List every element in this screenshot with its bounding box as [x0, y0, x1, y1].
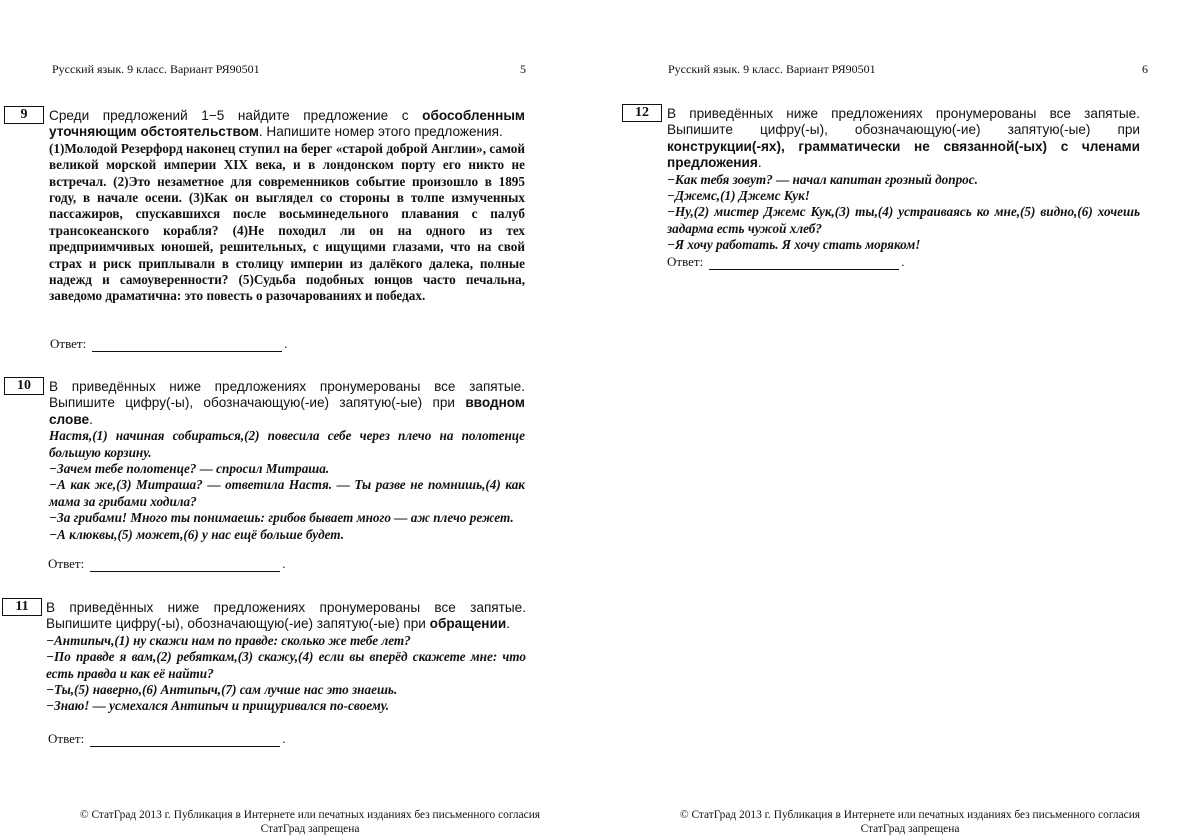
copyright-notice: © СтатГрад 2013 г. Публикация в Интернете или печатных изданиях без письменного согласия [79, 809, 541, 821]
sentence-line: −Как тебя зовут? — начал капитан грозный допрос. [667, 171, 978, 187]
task-text-end: . [89, 411, 93, 427]
answer-blank[interactable] [90, 734, 280, 747]
sentence-line: −Знаю! — усмехался Антипыч и прищуривался по-своему. [46, 698, 390, 714]
sentence-line: −Ну,(2) мистер Джемс Кук,(3) ты,(4) устраиваясь ко мне,(5) видно,(6) хочешь задарма есть чужой хлеб? [667, 204, 1140, 236]
task-text-end: . [506, 616, 510, 632]
page-footer [60, 808, 560, 836]
page-number: 5 [520, 62, 526, 76]
answer-dot: . [901, 254, 905, 269]
running-head [668, 62, 1148, 77]
answer-dot: . [282, 731, 286, 746]
question-11 [46, 600, 526, 715]
answer-dot: . [282, 556, 286, 571]
answer-line [48, 731, 285, 747]
question-12 [667, 106, 1140, 254]
copyright-notice-continued: СтатГрад запрещена [260, 823, 360, 835]
question-number: 12 [635, 105, 649, 120]
sentence-line: −Джемс,(1) Джемс Кук! [667, 188, 810, 204]
question-number-box [4, 377, 44, 395]
header-title: Русский язык. 9 класс. Вариант РЯ90501 [52, 62, 260, 76]
answer-line [48, 556, 285, 572]
task-text: Среди предложений 1−5 найдите предложение с [49, 108, 423, 123]
running-head [52, 62, 538, 77]
right-page [600, 0, 1200, 835]
question-number: 11 [15, 599, 29, 614]
page-number: 6 [1142, 62, 1148, 76]
sentence-line: −По правде я вам,(2) ребяткам,(3) скажу,(4) если вы вперёд скажете мне: что есть правда и как её найти? [46, 649, 526, 681]
question-number-box [4, 106, 44, 124]
answer-dot: . [284, 336, 288, 351]
page-footer [660, 808, 1160, 836]
copyright-notice: © СтатГрад 2013 г. Публикация в Интернете или печатных изданиях без письменного согласия [679, 809, 1141, 821]
answer-blank[interactable] [90, 559, 280, 572]
sentence-line: −Ты,(5) наверно,(6) Антипыч,(7) сам лучше нас это знаешь. [46, 682, 398, 698]
sentence-line: −А клюквы,(5) может,(6) у нас ещё больше будет. [49, 526, 345, 542]
task-text: В приведённых ниже предложениях пронумерованы все запятые. Выпишите цифру(-ы), обозначающую(-ие) запятую(-ые) при [46, 600, 526, 632]
question-number-box [2, 598, 42, 616]
task-text: В приведённых ниже предложениях пронумерованы все запятые. Выпишите цифру(-ы), обозначающую(-ие) запятую(-ые) при [49, 379, 525, 411]
sentence-line: −Зачем тебе полотенце? — спросил Митраша. [49, 461, 330, 477]
answer-label: Ответ: [667, 254, 704, 269]
sentence-line: −А как же,(3) Митраша? — ответила Настя. — Ты разве не помнишь,(4) как мама за грибами ходила? [49, 477, 525, 509]
question-number: 9 [20, 107, 28, 122]
answer-label: Ответ: [48, 556, 85, 571]
question-number-box [622, 104, 662, 122]
task-keyword: конструкции(-ях), грамматически не связанной(-ых) с членами предложения [667, 138, 1140, 171]
answer-blank[interactable] [709, 257, 899, 270]
sentence-line: Настя,(1) начиная собираться,(2) повесила себе через плечо на полотенце большую корзину. [49, 428, 525, 460]
left-page [0, 0, 600, 835]
task-statement [667, 106, 1140, 172]
task-keyword: обращении [429, 616, 507, 632]
task-text: В приведённых ниже предложениях пронумерованы все запятые. Выпишите цифру(-ы), обозначающую(-ие) запятую(-ые) при [667, 106, 1140, 138]
task-statement [49, 379, 525, 428]
task-statement [46, 600, 526, 633]
question-9 [49, 108, 525, 305]
header-title: Русский язык. 9 класс. Вариант РЯ90501 [668, 62, 876, 76]
answer-line [667, 254, 904, 270]
answer-line [50, 336, 287, 352]
sentence-line: −Антипыч,(1) ну скажи нам по правде: сколько же тебе лет? [46, 632, 411, 648]
task-keyword: обособленным уточняющим обстоятельством [49, 108, 525, 140]
passage-text: (1)Молодой Резерфорд наконец ступил на берег «старой доброй Англии», самой великой морской империи XIX века, и в лондонском порту его никто не встречал. (2)Это незаметное для современников событие произошло в 1895 году, в начале осени. (3)Как он выглядел со стороны в толпе измученных пассажиров, спускавшихся после восьминедельного плавания с палуб трансокеанского корабля? (4)Не походил ли он на одного из тех предприимчивых юношей, решительных, с ищущими глазами, что на свой страх и риск приплывали в столицу империи из далёкого далека, полные надежд и самоуверенности? (5)Судьба подобных юнцов часто печальна, заведомо драматична: это повесть о разочарованиях и победах. [49, 140, 525, 304]
answer-label: Ответ: [50, 336, 87, 351]
task-statement [49, 108, 525, 141]
task-keyword: вводном слове [49, 395, 525, 427]
copyright-notice-continued: СтатГрад запрещена [860, 823, 960, 835]
task-text-end: . [757, 155, 762, 171]
question-10 [49, 379, 525, 543]
answer-label: Ответ: [48, 731, 85, 746]
question-number: 10 [17, 378, 31, 393]
sentence-line: −За грибами! Много ты понимаешь: грибов бывает много — аж плечо режет. [49, 510, 514, 526]
answer-blank[interactable] [92, 339, 282, 352]
sentence-line: −Я хочу работать. Я хочу стать моряком! [667, 237, 921, 253]
task-text-end: . Напишите номер этого предложения. [258, 124, 503, 140]
